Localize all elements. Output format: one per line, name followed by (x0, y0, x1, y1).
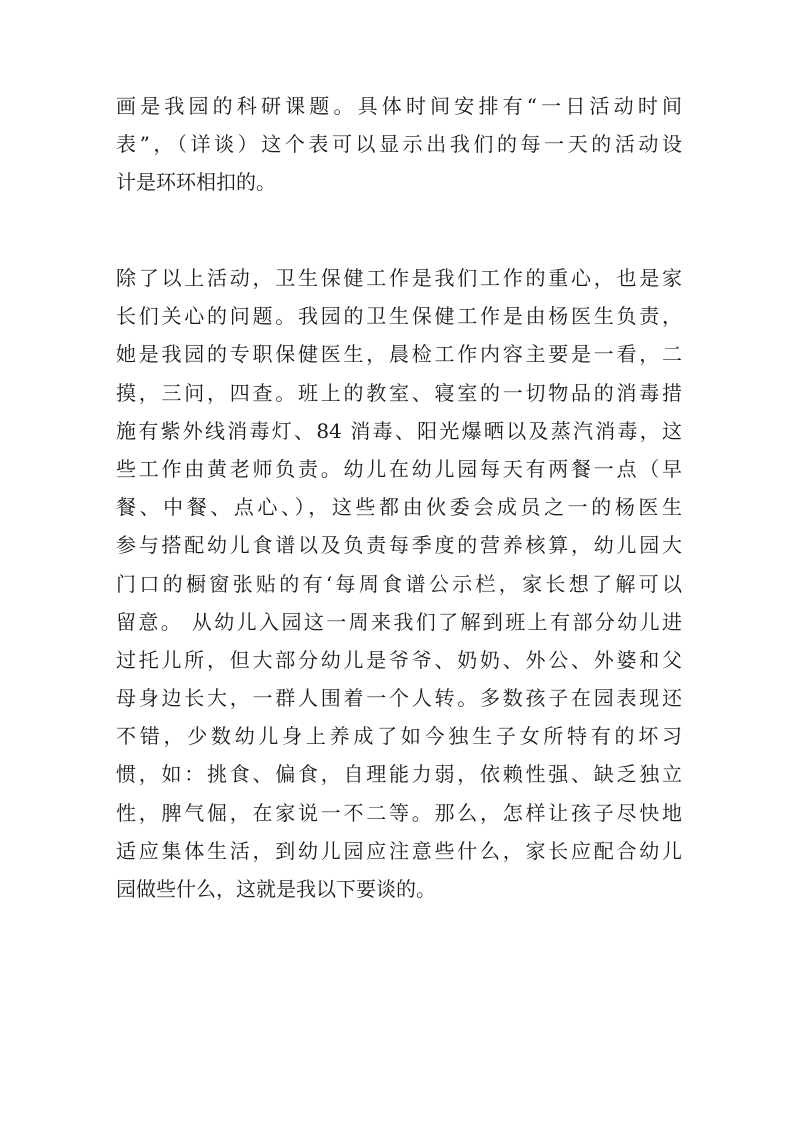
text-line: 参与搭配幼儿食谱以及负责每季度的营养核算，幼儿园大 (116, 533, 682, 558)
text-line: 画是我园的科研课题。具体时间安排有“一日活动时间 (116, 94, 682, 118)
text-line: 留意。 从幼儿入园这一周来我们了解到班上有部分幼儿进 (116, 609, 682, 634)
text-line: 适应集体生活，到幼儿园应注意些什么，家长应配合幼儿 (116, 838, 682, 863)
text-line: 餐、中餐、点心、），这些都由伙委会成员之一的杨医生 (116, 495, 682, 520)
text-line: 施有紫外线消毒灯、84 消毒、阳光爆晒以及蒸汽消毒，这 (116, 418, 682, 443)
text-line: 计是环环相扣的。 (116, 170, 276, 195)
paragraph-2 (116, 259, 682, 908)
text-line: 长们关心的问题。我园的卫生保健工作是由杨医生负责， (116, 304, 682, 329)
text-line: 摸，三问，四查。班上的教室、寝室的一切物品的消毒措 (116, 380, 682, 405)
paragraph-1 (116, 87, 682, 202)
text-line: 门口的橱窗张贴的有‘每周食谱公示栏，家长想了解可以 (116, 571, 682, 596)
text-line: 园做些什么，这就是我以下要谈的。 (116, 877, 436, 901)
text-line: 些工作由黄老师负责。幼儿在幼儿园每天有两餐一点（早 (116, 456, 682, 481)
text-line: 表”，（详谈）这个表可以显示出我们的每一天的活动设 (116, 132, 682, 157)
text-line: 除了以上活动，卫生保健工作是我们工作的重心，也是家 (116, 266, 682, 290)
text-line: 惯，如：挑食、偏食，自理能力弱，依赖性强、缺乏独立 (116, 762, 682, 787)
text-line: 她是我园的专职保健医生，晨检工作内容主要是一看，二 (116, 342, 682, 367)
text-line: 母身边长大，一群人围着一个人转。多数孩子在园表现还 (116, 686, 682, 711)
text-line: 过托儿所，但大部分幼儿是爷爷、奶奶、外公、外婆和父 (116, 647, 682, 672)
text-line: 不错，少数幼儿身上养成了如今独生子女所特有的坏习 (116, 724, 682, 749)
text-line: 性，脾气倔，在家说一不二等。那么，怎样让孩子尽快地 (116, 800, 682, 825)
